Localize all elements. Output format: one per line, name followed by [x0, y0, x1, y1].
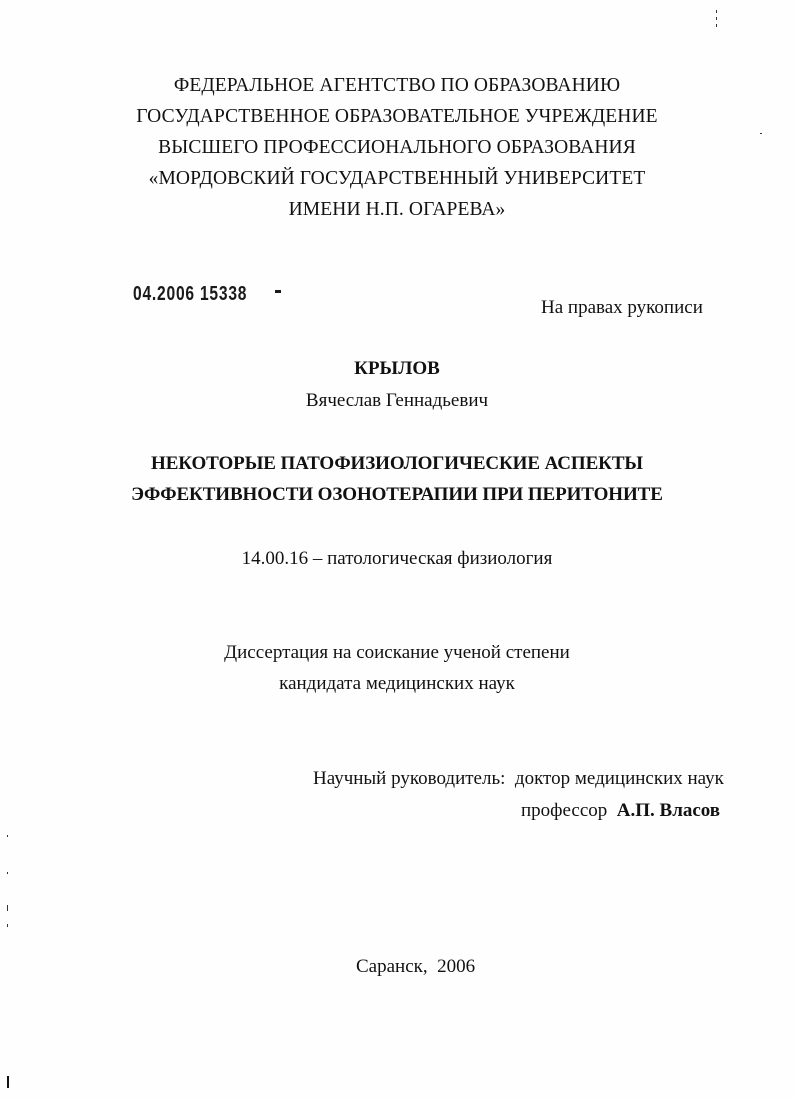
supervisor-name-row [521, 799, 720, 823]
manuscript-note: На правах рукописи [541, 297, 703, 318]
title-line-2: ЭФФЕКТИВНОСТИ ОЗОНОТЕРАПИИ ПРИ ПЕРИТОНИТЕ [131, 484, 663, 505]
scan-mark [7, 835, 8, 837]
place-and-year: Саранск, 2006 [356, 956, 476, 977]
header-line-agency: ФЕДЕРАЛЬНОЕ АГЕНТСТВО ПО ОБРАЗОВАНИЮ [173, 75, 621, 96]
degree-line-2: кандидата медицинских наук [279, 673, 515, 694]
header-line-education: ВЫСШЕГО ПРОФЕССИОНАЛЬНОГО ОБРАЗОВАНИЯ [158, 137, 636, 158]
scan-mark [7, 872, 8, 874]
supervisor-label: Научный руководитель: [313, 768, 506, 789]
stamp-dash [275, 290, 281, 293]
supervisor-row [313, 767, 724, 791]
header-line-institution: ГОСУДАРСТВЕННОЕ ОБРАЗОВАТЕЛЬНОЕ УЧРЕЖДЕНИЕ [136, 106, 658, 127]
header-line-university: «МОРДОВСКИЙ ГОСУДАРСТВЕННЫЙ УНИВЕРСИТЕТ [148, 168, 646, 189]
supervisor-name: А.П. Власов [616, 800, 721, 821]
scan-mark [716, 10, 717, 13]
supervisor-title: профессор [521, 800, 608, 821]
scan-mark [760, 133, 762, 134]
supervisor-degree: доктор медицинских наук [514, 768, 724, 789]
scan-mark [716, 24, 717, 27]
scan-mark [716, 17, 717, 20]
specialty-code: 14.00.16 – патологическая физиология [241, 548, 553, 569]
scan-mark [7, 905, 8, 911]
author-surname: КРЫЛОВ [354, 358, 440, 379]
header-line-named-after: ИМЕНИ Н.П. ОГАРЕВА» [288, 199, 506, 220]
scan-mark [7, 924, 8, 927]
library-stamp-number: 04.2006 15338 [133, 283, 248, 305]
scan-mark [7, 1076, 9, 1088]
title-line-1: НЕКОТОРЫЕ ПАТОФИЗИОЛОГИЧЕСКИЕ АСПЕКТЫ [151, 453, 643, 474]
degree-line-1: Диссертация на соискание ученой степени [224, 642, 570, 663]
author-given-names: Вячеслав Геннадьевич [305, 390, 489, 411]
